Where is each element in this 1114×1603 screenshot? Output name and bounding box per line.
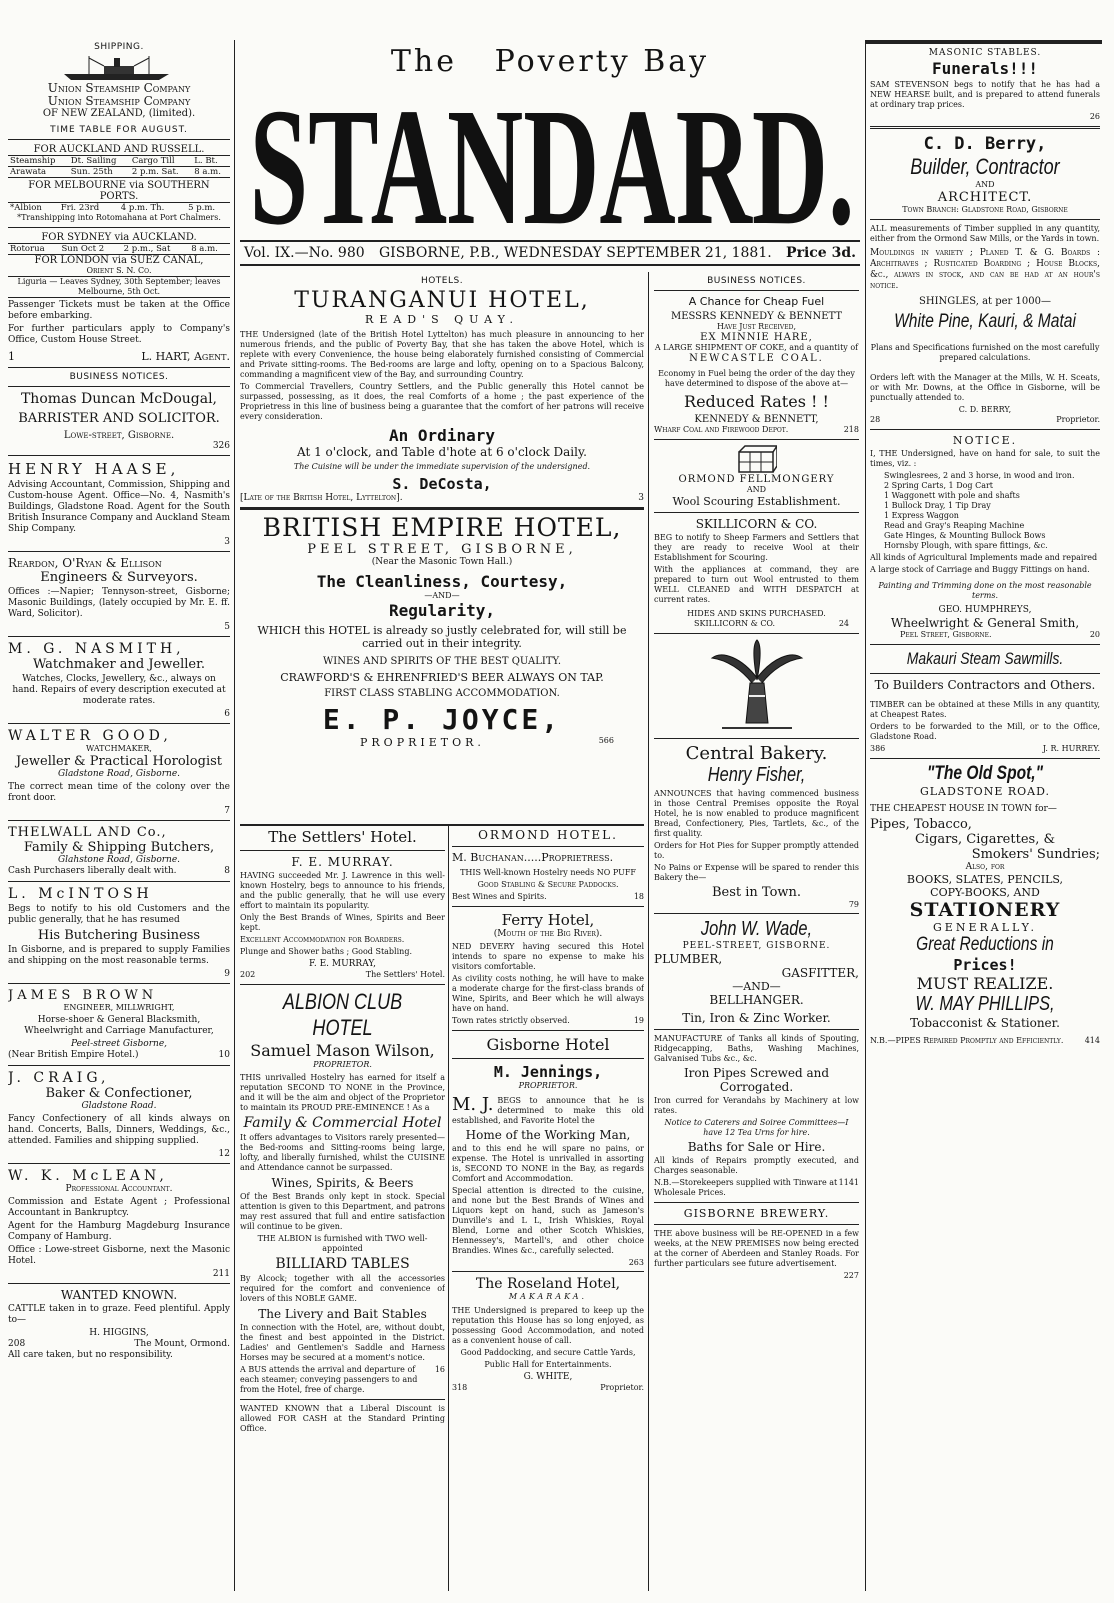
ad-number: 326 bbox=[212, 441, 230, 451]
henry-fisher: Henry Fisher, bbox=[707, 764, 806, 786]
london-note: Liguria — Leaves Sydney, 30th September; leaves Melbourne, 5th Oct. bbox=[8, 276, 230, 298]
pipes-repaired: N.B.—PIPES Repaired Promptly and Efficiently. bbox=[870, 1036, 1064, 1045]
plans-text: Plans and Specifications furnished on the most carefully prepared calculations. bbox=[870, 343, 1100, 362]
tt-cell: 5 p.m. bbox=[188, 203, 216, 213]
murray-name: F. E. MURRAY. bbox=[291, 855, 394, 869]
further-note: For further particulars apply to Company's Office, Custom House Street. bbox=[8, 324, 230, 345]
list-item: Hornsby Plough, with spare fittings, &c. bbox=[884, 541, 1048, 550]
list-item: Gate Hinges, & Mounting Bullock Bows bbox=[884, 531, 1046, 540]
notice-caterers: Notice to Caterers and Soiree Committees—I have 12 Tea Urns for hire. bbox=[664, 1118, 849, 1137]
nasmith-name: M. G. NASMITH, bbox=[8, 641, 185, 657]
peel-street-2: Peel Street, Gisborne. bbox=[900, 630, 992, 639]
hides-skins: HIDES AND SKINS PURCHASED. bbox=[687, 609, 826, 618]
craig-text: Fancy Confectionery of all kinds always on hand. Concerts, Balls, Dinners, Weddings, &c., attended. Families and shipping supplied. bbox=[8, 1114, 230, 1146]
skillicorn: SKILLICORN & CO. bbox=[695, 517, 818, 531]
ad-number: 566 bbox=[598, 736, 614, 745]
ormond-stabling: Good Stabling & Secure Paddocks. bbox=[477, 880, 619, 889]
ad-number: 6 bbox=[224, 709, 230, 719]
gladstone-road: GLADSTONE ROAD. bbox=[919, 785, 1051, 798]
ad-number: 28 bbox=[870, 415, 881, 424]
john-wade: John W. Wade, bbox=[700, 918, 813, 940]
reads-quay: READ'S QUAY. bbox=[365, 313, 519, 326]
prices: Prices! bbox=[953, 956, 1017, 974]
stationery: STATIONERY bbox=[909, 899, 1061, 921]
care-note: All care taken, but no responsibility. bbox=[8, 1350, 173, 1360]
also-for: Also, for bbox=[965, 862, 1005, 872]
london-sub: Orient S. N. Co. bbox=[86, 266, 152, 275]
nasmith-text: Watches, Clocks, Jewellery, &c., always on hand. Repairs of every description executed at moderate rates. bbox=[12, 674, 226, 706]
thelwall-text: Cash Purchasers liberally dealt with. bbox=[8, 866, 177, 876]
brown-near: (Near British Empire Hotel.) bbox=[8, 1050, 139, 1060]
kennedy-bennett: MESSRS KENNEDY & BENNETT bbox=[670, 311, 843, 322]
butchers: Family & Shipping Butchers, bbox=[23, 840, 215, 855]
albion-club-hotel: ALBION CLUB HOTEL bbox=[282, 989, 403, 1040]
murray-text-4: Plunge and Shower baths ; Good Stabling. bbox=[240, 947, 412, 956]
usc-name: Union Steamship Company bbox=[47, 81, 191, 95]
ad-number: 414 bbox=[1084, 1036, 1100, 1045]
gasfitter: GASFITTER, bbox=[781, 966, 859, 980]
wines-text: WINES AND SPIRITS OF THE BEST QUALITY. bbox=[322, 656, 561, 667]
roseland-paddocking: Good Paddocking, and secure Cattle Yards, bbox=[460, 1348, 636, 1357]
mcdougal-name: Thomas Duncan McDougal, bbox=[20, 391, 218, 407]
repairs-text: All kinds of Repairs promptly executed, and Charges seasonable. bbox=[654, 1156, 859, 1175]
ad-number: 1 bbox=[8, 350, 15, 363]
ordinary-text: At 1 o'clock, and Table d'hote at 6 o'clock Daily. bbox=[297, 445, 587, 459]
ad-number: 8 bbox=[224, 866, 230, 876]
ormond-hotel: ORMOND HOTEL. bbox=[478, 828, 618, 842]
mcintosh-text: Begs to notify to his old Customers and the public generally, that he has resumed bbox=[8, 904, 230, 925]
rearden-text: Offices :—Napier; Tennyson-street, Gisborne; Masonic Buildings, (lately occupied by Mr. E. ff. Ward, Solicitor). bbox=[8, 587, 230, 619]
skillicorn-text: BEG to notify to Sheep Farmers and Settlers that they are ready to receive Wool at their Establishment for Scouring. bbox=[654, 533, 859, 562]
lowe-street: Lowe-street, Gisborne. bbox=[63, 430, 175, 441]
passenger-note: Passenger Tickets must be taken at the Office before embarking. bbox=[8, 300, 230, 321]
and-word: AND bbox=[975, 180, 995, 189]
wilson-proprietor: PROPRIETOR. bbox=[313, 1060, 372, 1069]
center-left-subcolumn bbox=[240, 828, 445, 1598]
craig-sub: Baker & Confectioner, bbox=[45, 1086, 193, 1101]
berry-name: C. D. Berry, bbox=[923, 134, 1047, 154]
buchanan: M. Buchanan.....Proprietress. bbox=[452, 851, 614, 864]
skillicorn-text-2: With the appliances at command, they are prepared to turn out Wool entrusted to them WELL CLEANED and WITH DESPATCH at current rates. bbox=[654, 565, 859, 604]
auckland-table bbox=[8, 155, 230, 178]
old-spot: "The Old Spot," bbox=[926, 763, 1044, 784]
shipping-head: SHIPPING. bbox=[94, 42, 144, 52]
mclean-text-2: Agent for the Hamburg Magdeburg Insurance Company of Hamburg. bbox=[8, 1221, 230, 1242]
list-item: Read and Gray's Reaping Machine bbox=[884, 521, 1025, 530]
sam-stevenson: SAM STEVENSON begs to notify that he has had a NEW HEARSE built, and is prepared to attend funerals at ordinary trap prices. bbox=[870, 80, 1100, 109]
funerals: Funerals!!! bbox=[932, 59, 1038, 78]
skillicorn-2: SKILLICORN & CO. bbox=[694, 619, 776, 628]
ad-number: 3 bbox=[638, 493, 644, 503]
masthead-standard-text: STANDARD. bbox=[249, 88, 855, 238]
makauri-sawmills: Makauri Steam Sawmills. bbox=[906, 649, 1064, 668]
mclean-text: Commission and Estate Agent ; Professional Accountant in Bankruptcy. bbox=[8, 1197, 230, 1218]
decosta-name: S. DeCosta, bbox=[392, 475, 492, 493]
list-item: Swinglesrees, 2 and 3 horse, in wood and iron. bbox=[884, 471, 1075, 480]
bellhanger: BELLHANGER. bbox=[709, 993, 804, 1007]
hotels-rule bbox=[240, 824, 644, 826]
wanted-known-head: WANTED KNOWN. bbox=[60, 1288, 178, 1302]
watchmaker: Watchmaker and Jeweller. bbox=[32, 657, 206, 672]
and-divider-2: —AND— bbox=[732, 980, 781, 993]
good-sub: WATCHMAKER, bbox=[86, 744, 152, 753]
reduced-rates: Reduced Rates ! ! bbox=[684, 392, 829, 411]
murray-text-2: Only the Best Brands of Wines, Spirits and Beer kept. bbox=[240, 913, 445, 932]
kennedy-bennett-2: KENNEDY & BENNETT, bbox=[694, 414, 819, 425]
ferry-hotel: Ferry Hotel, bbox=[501, 911, 595, 929]
place-date: GISBORNE, P.B., WEDNESDAY SEPTEMBER 21, 1881. bbox=[379, 245, 772, 261]
must-realize: MUST REALIZE. bbox=[916, 974, 1054, 993]
smokers: Smokers' Sundries; bbox=[971, 847, 1100, 862]
mount: The Mount, Ormond. bbox=[134, 1339, 230, 1349]
newcastle-coal: NEWCASTLE COAL. bbox=[689, 353, 824, 364]
auckland-head: FOR AUCKLAND AND RUSSELL. bbox=[33, 144, 205, 155]
tt-cell: Rotorua bbox=[10, 244, 45, 254]
melbourne-note: *Transhipping into Rotomahana at Port Chalmers. bbox=[17, 213, 221, 222]
stabling-text: FIRST CLASS STABLING ACCOMMODATION. bbox=[324, 688, 560, 699]
town-branch: Town Branch: Gladstone Road, Gisborne bbox=[902, 205, 1068, 214]
books-slates: BOOKS, SLATES, PENCILS, bbox=[906, 873, 1064, 886]
billiard-tables: BILLIARD TABLES bbox=[275, 1256, 410, 1272]
price: Price 3d. bbox=[786, 245, 856, 261]
horologist: Jeweller & Practical Horologist bbox=[15, 754, 223, 769]
ferry-text: NED DEVERY having secured this Hotel intends to spare no expense to make his visitors comfortable. bbox=[452, 942, 644, 971]
ad-number: 19 bbox=[633, 1016, 644, 1025]
joyce-name: E. P. JOYCE, bbox=[322, 703, 562, 736]
wool-bale-icon bbox=[654, 444, 859, 474]
hart-agent: L. HART, Agent. bbox=[141, 350, 230, 363]
ad-number: 7 bbox=[224, 806, 230, 816]
murray-text: HAVING succeeded Mr. J. Lawrence in this well-known Hostelry, begs to announce to his friends, and the public generally, that he will use every effort to maintain its popularity. bbox=[240, 871, 445, 910]
albion-two: THE ALBION is furnished with TWO well-appointed bbox=[257, 1234, 428, 1253]
wsb-text: Of the Best Brands only kept in stock. Special attention is given to this Department, and patrons may rest assured that full and entire satisfaction will continue to be given. bbox=[240, 1192, 445, 1231]
berry-sig: C. D. BERRY, bbox=[958, 405, 1012, 414]
timber-text: TIMBER can be obtained at these Mills in any quantity, at Cheapest Rates. bbox=[870, 700, 1100, 719]
engineers: Engineers & Surveyors. bbox=[40, 570, 198, 585]
hotels-head: HOTELS. bbox=[420, 276, 464, 286]
brown-address: Peel-street Gisborne, bbox=[70, 1039, 168, 1049]
manufacture-text: MANUFACTURE of Tanks all kinds of Spouting, Ridgecapping, Baths, Washing Machines, Galvanised Tubs &c., &c. bbox=[654, 1034, 859, 1063]
ad-number: 20 bbox=[1089, 630, 1100, 639]
right-column bbox=[870, 48, 1100, 1593]
wheat-sheaf-icon bbox=[654, 638, 859, 734]
wool-scouring: Wool Scouring Establishment. bbox=[672, 495, 841, 508]
notice-text-2: All kinds of Agricultural Implements made and repaired bbox=[870, 553, 1098, 562]
mcintosh-text-2: In Gisborne, and is prepared to supply Families and shipping on the most reasonable terms. bbox=[8, 945, 230, 966]
ordinary: An Ordinary bbox=[389, 426, 495, 445]
wharf-depot: Wharf Coal and Firewood Depot. bbox=[654, 425, 789, 434]
murray-sub: The Settlers' Hotel. bbox=[365, 970, 445, 979]
iron-pipes: Iron Pipes Screwed and Corrogated. bbox=[683, 1066, 830, 1094]
barrister: BARRISTER AND SOLICITOR. bbox=[18, 411, 220, 426]
architect: ARCHITECT. bbox=[937, 190, 1033, 205]
column-rule-3 bbox=[865, 40, 866, 1591]
ad-number: 263 bbox=[628, 1258, 644, 1267]
family-commercial: Family & Commercial Hotel bbox=[243, 1115, 442, 1131]
column-three bbox=[654, 274, 859, 1598]
roseland-hall: Public Hall for Entertainments. bbox=[484, 1360, 612, 1369]
ormond-fellmongery: ORMOND FELLMONGERY bbox=[678, 474, 835, 485]
good-text: The correct mean time of the colony over the front door. bbox=[8, 782, 230, 803]
tt-cell: 4 p.m. Th. bbox=[120, 203, 165, 213]
tt-col: Steamship bbox=[10, 156, 56, 166]
ormond-best: Best Wines and Spirits. bbox=[452, 892, 547, 901]
orders-text: Orders left with the Manager at the Mills, W. H. Sceats, or with Mr. Downs, at the Office in Gisborne, will be punctually attended to. bbox=[870, 373, 1100, 402]
ad-number: 318 bbox=[452, 1383, 468, 1392]
murray-text-3: Excellent Accommodation for Boarders. bbox=[240, 935, 405, 944]
volume: Vol. IX.—No. 980 bbox=[244, 245, 365, 261]
left-column bbox=[8, 40, 230, 1593]
and-word: AND bbox=[746, 485, 767, 494]
tt-col: L. Bt. bbox=[194, 156, 218, 166]
copy-books: COPY-BOOKS, AND bbox=[930, 886, 1040, 899]
right-top-rule bbox=[866, 40, 1102, 44]
ferry-text-2: As civility costs nothing, he will have to make a moderate charge for the first-class brands of Wine, Spirits, and Beer which he will always have on hand. bbox=[452, 974, 644, 1013]
generally: GENERALLY. bbox=[933, 921, 1037, 934]
crawford-text: CRAWFORD'S & EHRENFRIED'S BEER ALWAYS ON TAP. bbox=[280, 671, 604, 684]
mclean-name: W. K. McLEAN, bbox=[8, 1168, 168, 1184]
notice-text: I, THE Undersigned, have on hand for sale, to suit the times, viz. : bbox=[870, 449, 1100, 468]
tobacconist: Tobacconist & Stationer. bbox=[910, 1016, 1060, 1030]
british-empire-name: BRITISH EMPIRE HOTEL, bbox=[262, 513, 622, 542]
nb-storekeepers: N.B.—Storekeepers supplied with Tinware at Wholesale Prices. bbox=[654, 1178, 838, 1197]
minnie-hare: EX MINNIE HARE, bbox=[700, 332, 813, 343]
livery-stables: The Livery and Bait Stables bbox=[258, 1307, 427, 1321]
brown-sub: ENGINEER, MILLWRIGHT, bbox=[63, 1003, 175, 1012]
ad-number: 26 bbox=[1089, 112, 1100, 121]
decosta-late: [Late of the British Hotel, Lyttelton]. bbox=[240, 493, 403, 503]
wilson-name: Samuel Mason Wilson, bbox=[250, 1041, 435, 1060]
large-shipment: A LARGE SHIPMENT OF COKE, and a quantity of bbox=[654, 343, 859, 352]
ad-number: 227 bbox=[843, 1271, 859, 1280]
white-proprietor: Proprietor. bbox=[600, 1383, 644, 1392]
wines-spirits-beers: Wines, Spirits, & Beers bbox=[271, 1176, 414, 1190]
and-divider: —AND— bbox=[424, 591, 460, 600]
business-notices-head-2: BUSINESS NOTICES. bbox=[707, 276, 806, 286]
ad-number: 211 bbox=[212, 1269, 230, 1279]
steamship-icon bbox=[8, 54, 230, 82]
mouldings-text: Mouldings in variety ; Planed T. & G. Boards : Architraves ; Rusticated Boarding ; House Blocks, &c., always in stock, and can be had at an hour's notice. bbox=[870, 248, 1100, 291]
cuisine-text: The Cuisine will be under the immediate supervision of the undersigned. bbox=[293, 462, 591, 471]
ad-number: 18 bbox=[633, 892, 644, 901]
ad-number: 10 bbox=[218, 1050, 230, 1060]
murray-sig: F. E. MURRAY, bbox=[309, 959, 376, 969]
haase-text: Advising Accountant, Commission, Shipping and Custom-house Agent. Office—No. 4, Nasmith's Buildings, Gladstone Road. Agent for the South British Insurance Company and Auckland Steam Ship Company. bbox=[8, 480, 230, 534]
home-working-man: Home of the Working Man, bbox=[465, 1128, 631, 1142]
center-right-subcolumn bbox=[452, 828, 644, 1598]
masthead-standard bbox=[245, 88, 860, 238]
mclean-text-3: Office : Lowe-street Gisborne, next the Masonic Hotel. bbox=[8, 1245, 230, 1266]
london-head: FOR LONDON via SUEZ CANAL, bbox=[34, 255, 204, 266]
family-text: It offers advantages to Visitors rarely presented—the Bed-rooms and Sitting-rooms being large, lofty, and liberally furnished, whilst the CUISINE and Attendance cannot be surpassed. bbox=[240, 1133, 445, 1172]
hotels-section bbox=[240, 274, 644, 824]
gisborne-hotel: Gisborne Hotel bbox=[486, 1035, 610, 1054]
good-address: Gladstone Road, Gisborne. bbox=[57, 769, 181, 779]
melbourne-table bbox=[8, 202, 230, 213]
billiard-text: By Alcock; together with all the accessories required for the comfort and convenience of lovers of this NOBLE GAME. bbox=[240, 1274, 445, 1303]
thelwall-address: Glahstone Road, Gisborne. bbox=[57, 855, 181, 865]
berry-proprietor: Proprietor. bbox=[1056, 415, 1100, 424]
rearden-name: Reardon, O'Ryan & Ellison bbox=[8, 556, 162, 570]
turanganui-name: TURANGANUI HOTEL, bbox=[294, 288, 590, 313]
masonic-stables: MASONIC STABLES. bbox=[928, 48, 1042, 58]
best-in-town: Best in Town. bbox=[711, 885, 802, 900]
craig-name: J. CRAIG, bbox=[8, 1070, 110, 1086]
tin-iron-zinc: Tin, Iron & Zinc Worker. bbox=[682, 1011, 831, 1025]
column-rule-2 bbox=[648, 272, 649, 1591]
cheapest-house: THE CHEAPEST HOUSE IN TOWN for— bbox=[870, 804, 1057, 814]
hurrey: J. R. HURREY. bbox=[1042, 744, 1100, 753]
ferry-rates: Town rates strictly observed. bbox=[452, 1016, 570, 1025]
list-item: 2 Spring Carts, 1 Dog Cart bbox=[884, 481, 994, 490]
roseland-hotel: The Roseland Hotel, bbox=[475, 1276, 621, 1292]
turanganui-text-2: To Commercial Travellers, Country Settlers, and the Public generally this Hotel cannot be surpassed, possessing, as it does, the real Comforts of a home ; the past experience of the Proprietress in this line of business being a guarantee that the comfort of her patrons will receive every consideration. bbox=[240, 382, 644, 421]
plumber: PLUMBER, bbox=[654, 952, 723, 966]
mclean-sub: Professional Accountant. bbox=[65, 1184, 173, 1194]
haase-name: HENRY HAASE, bbox=[8, 460, 180, 478]
peel-street-gisborne: PEEL-STREET, GISBORNE. bbox=[682, 941, 831, 951]
which-text: WHICH this HOTEL is already so justly celebrated for, will still be carried out in their integrity. bbox=[257, 624, 627, 650]
list-item: 1 Express Waggon bbox=[884, 511, 959, 520]
special-text: Special attention is directed to the cuisine, and none but the Best Brands of Wines and Liquors kept on hand, such as Jameson's Dunville's and L L, Irish Whiskies, Royal Blend, Lorne and other Scotch Whiskies, Hennessey's, Martell's, and other choice Brandies. Wines &c., carefully selected. bbox=[452, 1186, 644, 1255]
ad-number: 386 bbox=[870, 744, 886, 753]
central-bakery: Central Bakery. bbox=[685, 743, 828, 764]
turanganui-text: THE Undersigned (late of the British Hotel Lyttelton) has much pleasure in announcing to her numerous friends, and the public of Poverty Bay, that she has taken the above Hotel, which is replete with every Convenience, the house being elaborately furnished consisting of Commercial and Private sitting-rooms. The Bed-rooms are large and lofty, opening on to a Spacious Balcony, commanding a magnificent view of the Bay, and surrounding Country. bbox=[240, 330, 644, 379]
timetable-head: TIME TABLE FOR AUGUST. bbox=[50, 125, 188, 135]
wanted-known-discount: WANTED KNOWN that a Liberal Discount is allowed FOR CASH at the Standard Printing Office. bbox=[240, 1404, 445, 1433]
column-rule-1 bbox=[234, 40, 235, 1591]
notice-text-3: A large stock of Carriage and Buggy Fittings on hand. bbox=[870, 565, 1090, 574]
ad-number: 218 bbox=[843, 425, 859, 434]
near-masonic: (Near the Masonic Town Hall.) bbox=[371, 557, 513, 567]
may-phillips: W. MAY PHILLIPS, bbox=[915, 993, 1055, 1015]
mouth-big-river: (Mouth of the Big River). bbox=[493, 929, 603, 939]
usc-name-2: Union Steamship Company bbox=[47, 94, 191, 108]
tt-col: Cargo Till bbox=[131, 156, 175, 166]
fisher-text-2: Orders for Hot Pies for Supper promptly attended to. bbox=[654, 841, 859, 860]
proprietor: PROPRIETOR. bbox=[360, 736, 485, 749]
builder-contractor: Builder, Contractor bbox=[910, 154, 1060, 179]
list-item: 1 Waggonett with pole and shafts bbox=[884, 491, 1020, 500]
tt-cell: Fri. 23rd bbox=[60, 203, 100, 213]
tt-cell: 2 p.m., Sat bbox=[123, 244, 171, 254]
masthead-the-poverty-bay bbox=[240, 44, 860, 79]
notice-head: NOTICE. bbox=[952, 434, 1018, 447]
column-rule-inner bbox=[448, 826, 449, 1591]
sydney-head: FOR SYDNEY via AUCKLAND. bbox=[41, 232, 197, 243]
orders-text-2: Orders to be forwarded to the Mill, or to the Office, Gladstone Road. bbox=[870, 722, 1100, 741]
settlers-hotel: The Settlers' Hotel. bbox=[268, 828, 417, 846]
fisher-text-3: No Pains or Expense will be spared to render this Bakery the— bbox=[654, 863, 859, 882]
tt-cell: 8 a.m. bbox=[191, 244, 218, 254]
melbourne-head: FOR MELBOURNE via SOUTHERN PORTS. bbox=[28, 180, 210, 202]
masthead-the: The bbox=[390, 44, 457, 79]
ad-number: 3 bbox=[224, 537, 230, 547]
higgins: H. HIGGINS, bbox=[89, 1328, 149, 1338]
albion-text: THIS unrivalled Hostelry has earned for itself a reputation SECOND TO NONE in the Province, and it will be the aim and object of the Proprietor to maintain its PROUD PRE-EMINENCE ! As a bbox=[240, 1073, 445, 1112]
brewery-text: THE above business will be RE-OPENED in a few weeks, at the NEW PREMISES now being erected at the corner of Aberdeen and Stanley Roads. For further particulars see future advertisement. bbox=[654, 1229, 859, 1268]
gisborne-brewery: GISBORNE BREWERY. bbox=[683, 1207, 830, 1220]
painting-text: Painting and Trimming done on the most reasonable terms. bbox=[878, 581, 1092, 600]
ad-number: 208 bbox=[8, 1339, 26, 1349]
thelwall-name: THELWALL AND Co., bbox=[8, 825, 167, 840]
fisher-text: ANNOUNCES that having commenced business in those Central Premises opposite the Royal Hotel, he is now enabled to produce magnificent Bread, Confectionery, Pies, Tartlets, &c., of the first quality. bbox=[654, 789, 859, 838]
tt-cell: 8 a.m. bbox=[194, 167, 221, 177]
white-name: G. WHITE, bbox=[523, 1372, 573, 1382]
white-pine: White Pine, Kauri, & Matai bbox=[894, 311, 1076, 332]
ormond-text: THIS Well-known Hostelry needs NO PUFF bbox=[460, 868, 636, 877]
tt-cell: Sun Oct 2 bbox=[61, 244, 105, 254]
notice-list bbox=[870, 471, 1100, 551]
ad-number: 16 bbox=[434, 1365, 445, 1374]
roseland-text: THE Undersigned is prepared to keep up the reputation this House has so long enjoyed, as possessing Good Accommodation, and noted as a convenient house of call. bbox=[452, 1306, 644, 1345]
masthead-poverty-bay: Poverty Bay bbox=[494, 44, 710, 79]
economy-text: Economy in Fuel being the order of the day they have determined to dispose of the above at— bbox=[658, 369, 855, 388]
tt-cell: 2 p.m. Sat. bbox=[131, 167, 179, 177]
have-received: Have Just Received, bbox=[717, 322, 796, 331]
pipes-tobacco: Pipes, Tobacco, bbox=[870, 817, 972, 832]
list-item: 1 Bullock Dray, 1 Tip Dray bbox=[884, 501, 991, 510]
jennings-proprietor: PROPRIETOR. bbox=[518, 1081, 578, 1090]
shingles: SHINGLES, at per 1000— bbox=[919, 296, 1051, 307]
peel-street: PEEL STREET, GISBORNE, bbox=[307, 542, 577, 557]
ad-number: 24 bbox=[838, 619, 849, 628]
regularity: Regularity, bbox=[389, 601, 495, 620]
sydney-table bbox=[8, 243, 230, 255]
to-builders: To Builders Contractors and Others. bbox=[874, 678, 1096, 692]
ad-number: 9 bbox=[224, 969, 230, 979]
mj-text: BEGS to announce that he is determined to make this old established, and Favorite Hotel the bbox=[452, 1096, 644, 1125]
brown-name: JAMES BROWN bbox=[8, 988, 158, 1003]
usc-nz: OF NEW ZEALAND, (limited). bbox=[42, 108, 196, 119]
humphreys-name: GEO. HUMPHREYS, bbox=[938, 605, 1032, 615]
tt-col: Dt. Sailing bbox=[70, 156, 117, 166]
butchering: His Butchering Business bbox=[37, 928, 201, 943]
good-name: WALTER GOOD, bbox=[8, 728, 172, 744]
home-text: and to this end he will spare no pains, or expense. The Hotel is unrivalled in assorting is, SECOND TO NONE in the Bay, as regards Comfort and Accommodation. bbox=[452, 1144, 644, 1183]
ad-number: 79 bbox=[848, 900, 859, 909]
tt-cell: Arawata bbox=[10, 167, 47, 177]
tt-cell: *Albion bbox=[10, 203, 42, 213]
masthead-dateline bbox=[240, 240, 860, 266]
baths-sale: Baths for Sale or Hire. bbox=[687, 1140, 826, 1154]
cigars: Cigars, Cigarettes, & bbox=[914, 832, 1056, 847]
ad-number: 5 bbox=[224, 622, 230, 632]
ad-number: 1141 bbox=[838, 1178, 859, 1187]
ad-number: 202 bbox=[240, 970, 256, 979]
brown-text: Horse-shoer & General Blacksmith, Wheelwright and Carriage Manufacturer, bbox=[24, 1015, 214, 1036]
mcintosh-name: L. McINTOSH bbox=[8, 886, 153, 902]
bus-text: A BUS attends the arrival and departure of each steamer; conveying passengers to and from the Hotel, free of charge. bbox=[240, 1365, 418, 1394]
cleanliness: The Cleanliness, Courtesy, bbox=[316, 572, 568, 591]
mj-initials: M. J. bbox=[452, 1094, 494, 1115]
iron-curred: Iron curred for Verandahs by Machinery at low rates. bbox=[654, 1096, 859, 1115]
tt-cell: Sun. 25th bbox=[70, 167, 113, 177]
cheap-fuel: A Chance for Cheap Fuel bbox=[688, 295, 825, 308]
jennings-name: M. Jennings, bbox=[493, 1063, 603, 1081]
ad-number: 12 bbox=[218, 1149, 230, 1159]
wanted-text: CATTLE taken in to graze. Feed plentiful. Apply to— bbox=[8, 1304, 230, 1325]
makaraka: MAKARAKA. bbox=[508, 1292, 588, 1301]
craig-address: Gladstone Road. bbox=[81, 1101, 157, 1111]
great-reductions: Great Reductions in bbox=[916, 934, 1054, 955]
livery-text: In connection with the Hotel, are, without doubt, the finest and best appointed in the District. Ladies' and Gentlemen's Saddle and Harness Horses may be secured at a moment's notice. bbox=[240, 1323, 445, 1362]
business-notices-head: BUSINESS NOTICES. bbox=[69, 372, 169, 382]
wheelwright: Wheelwright & General Smith, bbox=[890, 616, 1080, 630]
measurements-text: ALL measurements of Timber supplied in any quantity, either from the Ormond Saw Mills, or the Yards in town. bbox=[870, 224, 1100, 243]
